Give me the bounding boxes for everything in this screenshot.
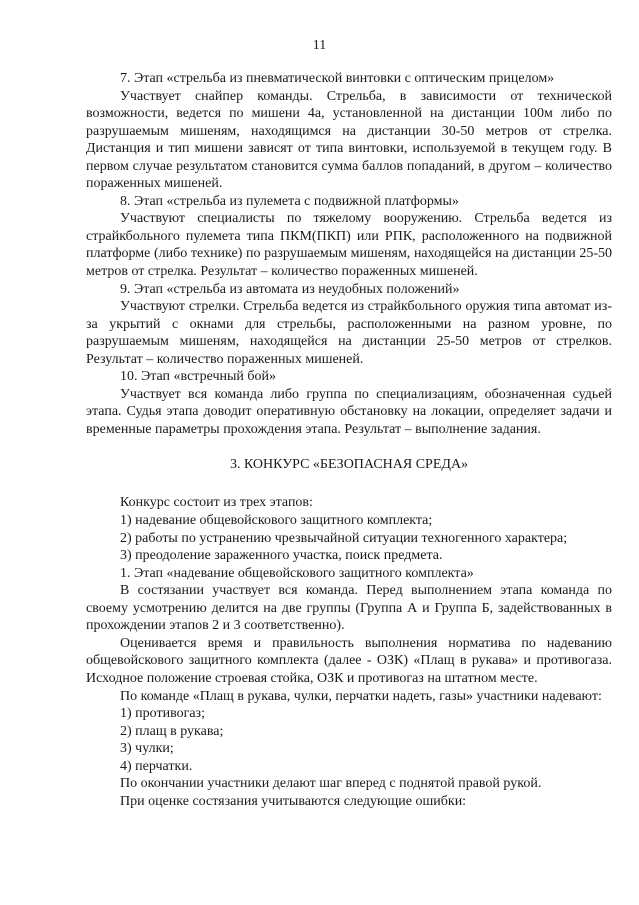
paragraph: Участвуют стрелки. Стрельба ведется из страйкбольного оружия типа автомат из-за укрытий с окнами для стрельбы, расположенными на разном уровне, по разрушаемым мишеням, находящейся на дистанции 25-50 метров от стрелков. Результат – количество пораженных мишеней. (86, 299, 612, 367)
paragraph: По окончании участники делают шаг вперед с поднятой правой рукой. (120, 776, 542, 792)
paragraph: При оценке состязания учитываются следующие ошибки: (120, 793, 467, 809)
paragraph: 1) противогаз; (120, 706, 205, 722)
paragraph: Участвуют специалисты по тяжелому вооружению. Стрельба ведется из страйкбольного пулемета типа ПКМ(ПКП) или РПК, расположенного на подвижной платформе (либо технике) по разрушаемым мишеням, находящейся на дистанции 25-50 метров от стрелка. Результат – количество пораженных мишеней. (86, 211, 612, 280)
paragraph: Конкурс состоит из трех этапов: (120, 495, 313, 511)
top-paragraphs (86, 70, 612, 438)
bottom-paragraphs (86, 494, 612, 810)
paragraph: 1. Этап «надевание общевойскового защитного комплекта» (120, 565, 474, 581)
paragraph: 3) преодоление зараженного участка, поиск предмета. (120, 548, 443, 564)
paragraph: 7. Этап «стрельба из пневматической винтовки с оптическим прицелом» (120, 71, 555, 86)
paragraph: Участвует снайпер команды. Стрельба, в зависимости от технической возможности, ведется по мишени 4а, установленной на дистанции 100м либо по разрушаемым мишеням, находящимся на дистанции 30-50 метров от стрелка. Дистанция и тип мишени зависят от типа винтовки, используемой в текущем году. В первом случае результатом становится сумма баллов попаданий, в другом – количество пораженных мишеней. (86, 88, 612, 192)
paragraph: По команде «Плащ в рукава, чулки, перчатки надеть, газы» участники надевают: (120, 688, 602, 704)
paragraph: 4) перчатки. (120, 758, 193, 774)
paragraph: В состязании участвует вся команда. Перед выполнением этапа команда по своему усмотрению делится на две группы (Группа А и Группа Б, задействованных в прохождении этапов 2 и 3 соответственно). (86, 583, 612, 634)
paragraph: 3) чулки; (120, 741, 174, 757)
paragraph: Участвует вся команда либо группа по специализациям, обозначенная судьей этапа. Судья этапа доводит оперативную обстановку на локации, определяет задачи и временные параметры прохождения этапа. Результат – выполнение задания. (86, 386, 612, 437)
paragraph: 10. Этап «встречный бой» (120, 369, 276, 385)
page-content (86, 70, 612, 810)
section-heading: 3. КОНКУРС «БЕЗОПАСНАЯ СРЕДА» (229, 457, 469, 473)
paragraph: 2) работы по устранению чрезвычайной ситуации техногенного характера; (120, 530, 568, 546)
paragraph: 9. Этап «стрельба из автомата из неудобных положений» (120, 281, 460, 297)
paragraph: 1) надевание общевойскового защитного комплекта; (120, 513, 433, 529)
paragraph: Оценивается время и правильность выполнения норматива по надеванию общевойскового защитного комплекта (далее - ОЗК) «Плащ в рукава» и противогаза. Исходное положение строевая стойка, ОЗК и противогаз на штатном месте. (86, 635, 612, 686)
page-number: 11 (312, 38, 327, 53)
paragraph: 8. Этап «стрельба из пулемета с подвижной платформы» (120, 193, 459, 209)
paragraph: 2) плащ в рукава; (120, 723, 224, 739)
